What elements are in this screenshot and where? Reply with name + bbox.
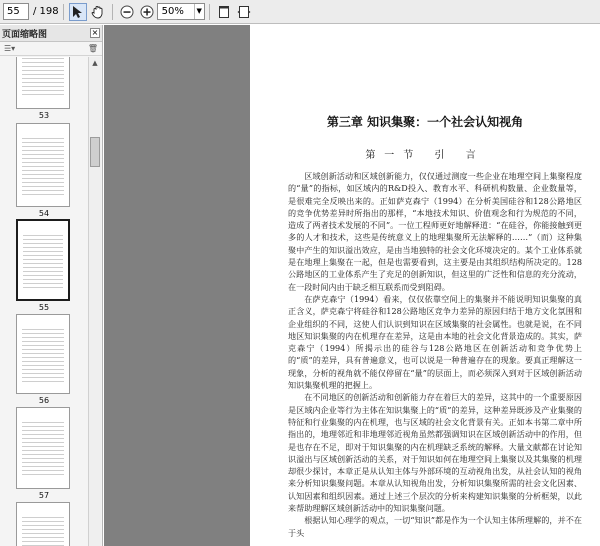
thumbnail-label: 56 bbox=[38, 396, 50, 405]
zoom-in-button[interactable] bbox=[138, 3, 156, 21]
toolbar-separator bbox=[209, 4, 210, 20]
zoom-level-value: 50% bbox=[161, 6, 184, 17]
document-page bbox=[250, 25, 600, 546]
thumbnail-label: 53 bbox=[38, 111, 50, 120]
thumbnail-label: 57 bbox=[38, 491, 50, 500]
fit-width-button[interactable] bbox=[235, 3, 253, 21]
thumbnail-label: 54 bbox=[38, 209, 50, 218]
hand-tool-button[interactable] bbox=[89, 3, 107, 21]
zoom-level-select[interactable] bbox=[157, 3, 205, 20]
body-paragraph: 根据认知心理学的观点，一切“知识”都是作为一个认知主体所理解的，并不在于头 bbox=[288, 515, 582, 538]
body-paragraph: 区域创新活动和区域创新能力，仅仅通过测度一些企业在地理空间上集聚程度的“量”的指标，如区域内的R&D投入、教育水平、科研机构数量、企业数量等，是很难完全反映出来的。正如萨克森宁（1994）在分析美国硅谷和128公路地区的竞争优势差异时所指出的那样，“本地技术知识、价值观念和行为规范的不同，造成了两者技术发展的不同”。一位工程师更好地解释道：“在硅谷，你能接触到更多的人才和技术，这些是传统意义上的地理集聚所无法解释的……”（而）这种集聚中产生的知识溢出效应，是由当地独特的社会文化环境决定的。某个工业体系就是在地理上集聚在一起，但是也需要看到，这主要是由其组织结构所决定的。128公路地区的工业体系产生了充足的创新知识，但这里的广泛性和信息的充分流动，在一段时间内由于缺乏相互联系而受到阻碍。 bbox=[288, 171, 582, 292]
select-tool-button[interactable] bbox=[69, 3, 87, 21]
page-body bbox=[288, 170, 582, 539]
scrollbar-thumb[interactable] bbox=[90, 137, 100, 167]
toolbar-separator bbox=[63, 4, 64, 20]
document-viewport[interactable] bbox=[104, 25, 600, 546]
thumbnail-preview bbox=[23, 235, 63, 289]
zoom-in-icon bbox=[140, 5, 154, 19]
thumbnail-preview bbox=[22, 329, 64, 383]
thumbnail-preview bbox=[22, 57, 64, 98]
options-menu-icon[interactable]: ☰▾ bbox=[4, 44, 16, 53]
page-total-label: / 198 bbox=[33, 6, 59, 17]
panel-title: 页面缩略图 bbox=[2, 29, 48, 40]
thumbnail-preview bbox=[22, 517, 64, 546]
trash-icon[interactable]: 🗑 bbox=[87, 44, 98, 53]
body-paragraph: 在不同地区的创新活动和创新能力存在着巨大的差异，这其中的一个重要原因是区域内企业等行为主体在知识集聚上的“质”的差异，这种差异既涉及产业集聚的特征和行业集聚的内在机理，也与区域的社会文化背景有关。正如本书第二章中所指出的，地理邻近和非地理邻近视角虽然都强调知识在区域创新活动中的作用，但是也存在不足，即对于知识集聚的内在机理缺乏系统的解释。大量文献都在讨论知识溢出与区域创新活动的关系，对于知识如何在地理空间上集聚以及其集聚的机理却很少探讨，本章正是从认知主体与外部环境的互动视角出发，从社会认知的视角来分析知识集聚问题。本章从认知视角出发，分析知识集聚所需的社会文化因素、认知因素和组织因素。通过上述三个层次的分析来构建知识集聚的分析框架，以此来帮助理解区域创新活动中的知识集聚问题。 bbox=[288, 392, 582, 514]
fit-page-button[interactable] bbox=[215, 3, 233, 21]
page-thumbnails-panel bbox=[0, 25, 103, 546]
chapter-title: 第三章 知识集聚：一个社会认知视角 bbox=[326, 115, 524, 129]
hand-tool-icon bbox=[91, 5, 105, 19]
thumbnail-page-current[interactable] bbox=[16, 219, 70, 301]
thumbnail-page[interactable] bbox=[16, 57, 70, 109]
zoom-out-button[interactable] bbox=[118, 3, 136, 21]
section-title: 第一节 引 言 bbox=[365, 150, 485, 161]
zoom-out-icon bbox=[120, 5, 134, 19]
body-paragraph: 在萨克森宁（1994）看来，仅仅依靠空间上的集聚并不能说明知识集聚的真正含义，萨克森宁将硅谷和128公路地区竞争力差异的原因归结于地方文化氛围和企业组织的不同，这使人们认识到知识在区域集聚的社会属性。也就是说，在不同地区知识集聚的内在机理存在差异，这是由本地的社会文化背景造成的。其实，萨克森宁（1994）所揭示出的硅谷与128公路地区在创新活动和竞争优势上的“质”的差异，具有普遍意义，也可以说是一种普遍存在的现象。要真正理解这一现象，分析的视角就不能仅停留在“量”的层面上，而必须深入到对于区域创新活动知识集聚机理的把握上。 bbox=[288, 293, 582, 391]
thumbnail-preview bbox=[22, 138, 64, 196]
thumbnail-preview bbox=[22, 422, 64, 478]
thumbnail-scrollbar[interactable] bbox=[88, 57, 101, 546]
scroll-up-icon[interactable]: ▲ bbox=[92, 59, 98, 67]
chevron-down-icon[interactable]: ▼ bbox=[194, 4, 204, 19]
thumbnail-label: 55 bbox=[38, 303, 50, 312]
close-icon[interactable]: × bbox=[91, 28, 99, 37]
thumbnail-page[interactable] bbox=[16, 502, 70, 546]
panel-header bbox=[0, 25, 102, 42]
thumbnail-page[interactable] bbox=[16, 407, 70, 489]
toolbar bbox=[0, 0, 600, 24]
page-number-input[interactable]: 55 bbox=[3, 3, 29, 20]
fit-page-icon bbox=[218, 5, 230, 19]
select-tool-icon bbox=[72, 5, 84, 19]
thumbnail-page[interactable] bbox=[16, 314, 70, 394]
thumbnail-list bbox=[0, 57, 88, 546]
panel-tools bbox=[0, 42, 102, 56]
fit-width-icon bbox=[237, 5, 251, 19]
toolbar-separator bbox=[112, 4, 113, 20]
thumbnail-page[interactable] bbox=[16, 123, 70, 207]
